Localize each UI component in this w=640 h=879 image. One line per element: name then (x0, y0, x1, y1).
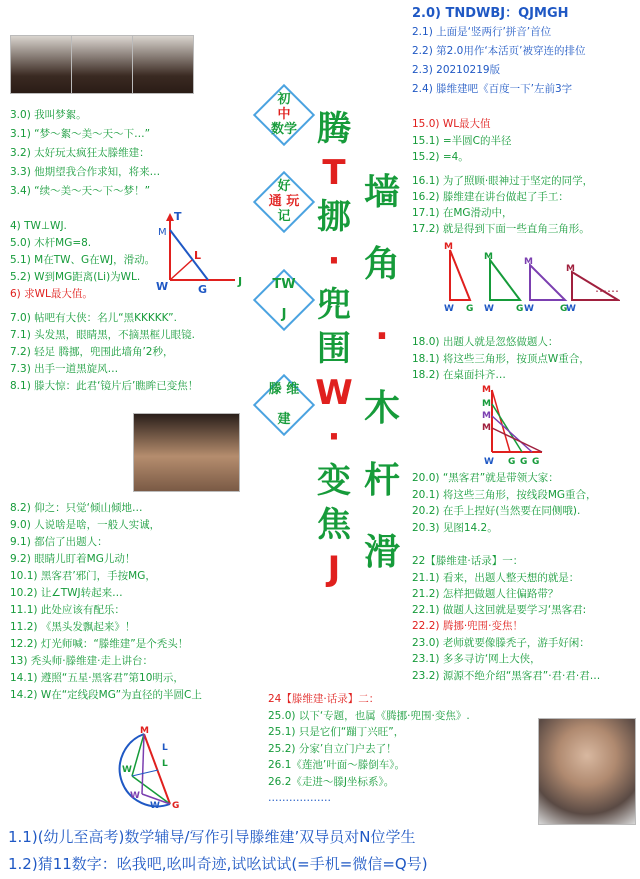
svg-text:M: M (524, 257, 533, 267)
left-b-line: 5.1) M在TW、G在WJ，滑动。 (10, 254, 156, 266)
right-a-line: 17.2) 就是得到下面一些直角三角形。 (412, 223, 590, 235)
left-c-line: 7.2) 轻足 腾挪，兜围此墙角’2秒， (10, 346, 174, 358)
label-W: W (156, 280, 169, 293)
right-a-line: 17.1) 在MG滑动中， (412, 207, 513, 219)
svg-text:W: W (150, 801, 160, 811)
title-col1-char: 腾 (317, 109, 351, 149)
svg-text:W: W (122, 765, 132, 775)
svg-text:W: W (444, 304, 454, 312)
svg-text:L: L (162, 759, 168, 769)
badge-1 (258, 172, 310, 230)
left-d-line: 8.2) 仰之：只觉‘倾山倾地… (10, 502, 143, 514)
left-a-line: 3.2) 太好玩太疯狂太滕维建： (10, 147, 150, 159)
badge-text: 数学 (270, 122, 297, 137)
label-dots: …… (595, 281, 619, 295)
diagram-semicircle (118, 726, 198, 812)
top-right-line: 2.2) 第2.0用作‘本活页’被穿连的排位 (412, 45, 586, 57)
left-b-line: 4) TW⊥WJ. (10, 220, 67, 232)
title-col1-char: W (315, 373, 353, 413)
left-d-line: 9.1) 都信了出题人： (10, 536, 108, 548)
mid-bottom-line: 25.1) 只是它们“蹦丁兴旺”， (268, 726, 405, 738)
right-a-line: 16.1) 为了照顾·眼神过于坚定的同学， (412, 175, 594, 187)
left-d-line: 14.2) W在“定线段MG”为直径的半圆C上 (10, 689, 202, 701)
left-a-line: 3.1) “梦～絮～美～天～下…” (10, 128, 151, 140)
left-d-line: 13) 秃头师·滕维建·走上讲台： (10, 655, 153, 667)
left-d-line: 11.2) 《黑头发飘起来》！ (10, 621, 136, 633)
title-col2-char: 杆 (363, 460, 400, 501)
svg-text:G: G (532, 457, 540, 467)
badge-3 (258, 375, 310, 433)
svg-text:W: W (524, 304, 534, 312)
svg-text:L: L (162, 743, 168, 753)
svg-text:G: G (466, 304, 474, 312)
badge-text: TW (272, 277, 296, 292)
label-M: M (158, 227, 167, 238)
bottom-line-2: 1.2)猜11数字：吆我吧,吆叫奇迹,试吆试试(=手机=微信=Q号) (8, 855, 428, 873)
top-right-line: 2.1) 上面是‘竖两行’拼音’首位 (412, 26, 552, 38)
right-b-line: 18.0) 出题人就是忽悠做题人： (412, 336, 559, 348)
title-col2-char: 墙 (363, 172, 400, 213)
svg-text:G: G (516, 304, 524, 312)
right-c-line: 22.1) 做题人这回就是要学习‘黑客君: (412, 604, 587, 616)
left-b-line: 6) 求WL最大值。 (10, 288, 93, 300)
badge-text: J (281, 307, 287, 322)
svg-text:G: G (508, 457, 516, 467)
title-col1-char: 挪 (317, 197, 351, 237)
top-right-line: 2.4) 滕维建吧《百度一下’左前3字 (412, 83, 573, 95)
svg-text:G: G (172, 801, 180, 811)
photo-glasses-man (133, 413, 240, 492)
top-right-line: 2.0) TNDWBJ：QJMGH (412, 6, 569, 21)
left-d-line: 9.0) 人说啥是啥，一般人实诚， (10, 519, 161, 531)
badge-text: 滕 维 (268, 382, 300, 397)
right-c-line: 21.2) 怎样把做题人往偏路带？ (412, 588, 559, 600)
right-b-line: 18.1) 将这些三角形，按顶点W重合， (412, 352, 590, 365)
left-a-line: 3.0) 我叫梦絮。 (10, 109, 87, 121)
photo-girl-1 (10, 35, 72, 94)
left-a-line: 3.3) 他期望我合作求知，将来… (10, 166, 161, 178)
right-c-line: 20.1) 将这些三角形，按线段MG重合， (412, 488, 597, 501)
title-col1-char: 焦 (317, 505, 351, 545)
left-b-line: 5.2) W到MG距离(Li)为WL. (10, 271, 141, 283)
right-c-line: 23.0) 老师就要像滕秃子，游手好闲： (412, 637, 590, 649)
right-c-line: 23.1) 多多寻访‘网上大侠， (412, 653, 541, 665)
badge-text: 记 (277, 209, 291, 224)
svg-text:M: M (482, 411, 491, 421)
right-c-line: 20.3) 见图14.2。 (412, 521, 498, 534)
title-col2-char: 滑 (363, 532, 400, 573)
svg-text:M: M (482, 385, 491, 395)
mid-bottom-line: ……………… (268, 792, 331, 804)
title-col1-char: T (322, 153, 346, 193)
right-a-line: 15.1) =半圆C的半径 (412, 134, 512, 147)
left-d-line: 11.1) 此处应该有配乐： (10, 604, 125, 616)
mid-bottom-line: 25.2) 分家’自立门户去了！ (268, 742, 397, 755)
label-T: T (174, 210, 182, 223)
badge-text: 建 (277, 412, 291, 427)
mid-bottom-line: 26.2《走进～滕J坐标系》。 (268, 775, 395, 788)
svg-text:M: M (484, 252, 493, 262)
title-col2-char: · (375, 316, 389, 357)
title-col1-char: · (327, 417, 341, 457)
badge-0 (258, 85, 310, 143)
label-J: J (238, 275, 243, 288)
right-a-line: 15.2) =4。 (412, 151, 469, 163)
svg-text:G: G (560, 304, 568, 312)
svg-text:M: M (482, 423, 491, 433)
label-G: G (198, 283, 208, 295)
right-c-line: 23.2) 源源不绝介绍“黑客君”·君·君·君… (412, 670, 601, 682)
left-d-line: 14.1) 遵照“五星·黑客君”第10明示， (10, 672, 184, 684)
title-col2-char: 木 (363, 388, 400, 429)
label-L: L (194, 249, 202, 262)
svg-text:W: W (130, 791, 140, 801)
left-a-line: 3.4) “续～美～天～下～梦！” (10, 185, 151, 197)
mid-bottom-line: 25.0) 以下‘专题，也属《腾挪·兜围·变焦》. (268, 709, 470, 722)
svg-text:M: M (482, 399, 491, 409)
svg-text:W: W (566, 304, 576, 312)
photo-girl-2 (71, 35, 133, 94)
top-right-line: 2.3) 20210219版 (412, 64, 501, 76)
right-a-line: 15.0) WL最大值 (412, 118, 491, 130)
diagram-right-triangles (440, 240, 620, 312)
left-b-line: 5.0) 木杆MG=8. (10, 237, 92, 249)
right-c-line: 20.2) 在手上捏好(当然要在同侧哦). (412, 505, 581, 517)
title-col1-char: 围 (317, 329, 351, 369)
bottom-line-1: 1.1)(幼儿至高考)数学辅导/写作引导滕维建’双导员对N位学生 (8, 828, 416, 846)
svg-text:M: M (566, 264, 575, 274)
left-d-line: 10.2) 让∠TWJ转起来… (10, 587, 123, 599)
right-b-line: 18.2) 在桌面抖齐… (412, 369, 506, 381)
left-d-line: 12.2) 灯光师喊：“滕维建”是个秃头！ (10, 638, 189, 650)
mid-bottom-line: 26.1《莲池’叶面～滕倒车》。 (268, 759, 405, 771)
left-c-line: 8.1) 滕大惊：此君‘镜片后’瞧眸已变焦！ (10, 380, 199, 392)
svg-text:W: W (484, 457, 494, 467)
badge-text: 中 (277, 107, 291, 122)
badge-2 (258, 270, 310, 328)
mid-bottom-line: 24【滕维建·话录】二： (268, 693, 380, 705)
right-c-line: 22【滕维建·话录】一： (412, 555, 524, 567)
title-col2-char: 角 (363, 244, 400, 285)
right-a-line: 16.2) 滕维建在讲台做起了手工： (412, 191, 569, 203)
svg-text:M: M (140, 726, 149, 736)
left-d-line: 10.1) 黑客君’邪门，手按MG， (10, 570, 156, 582)
right-c-line: 22.2) 腾挪·兜围·变焦！ (412, 620, 523, 632)
right-c-line: 21.1) 看来，出题人整天想的就是： (412, 572, 580, 584)
photo-bald-man (538, 718, 636, 825)
badge-text: 通 玩 (268, 194, 300, 209)
title-col1-char: 变 (317, 461, 351, 501)
badge-text: 好 (277, 179, 291, 194)
svg-text:G: G (520, 457, 528, 467)
diagram-stacked-triangles (480, 382, 560, 468)
left-c-line: 7.0) 帖吧有大侠：名儿“黑KKKKK”. (10, 312, 177, 324)
title-col1-char: 兜 (317, 285, 351, 325)
diagram-rod-slide (150, 205, 250, 295)
right-c-line: 20.0) “黑客君”就是带领大家： (412, 472, 559, 484)
photo-girl-3 (132, 35, 194, 94)
title-col1-char: J (327, 549, 341, 589)
badge-text: 初 (277, 92, 291, 107)
left-d-line: 9.2) 眼睛儿盯着MG儿动！ (10, 553, 136, 565)
left-c-line: 7.1) 头发黑，眼睛黑，不摘黑框儿眼镜. (10, 329, 195, 341)
title-col1-char: · (327, 241, 341, 281)
left-c-line: 7.3) 出手一道黑旋风… (10, 363, 119, 375)
svg-text:M: M (444, 242, 453, 252)
svg-text:W: W (484, 304, 494, 312)
